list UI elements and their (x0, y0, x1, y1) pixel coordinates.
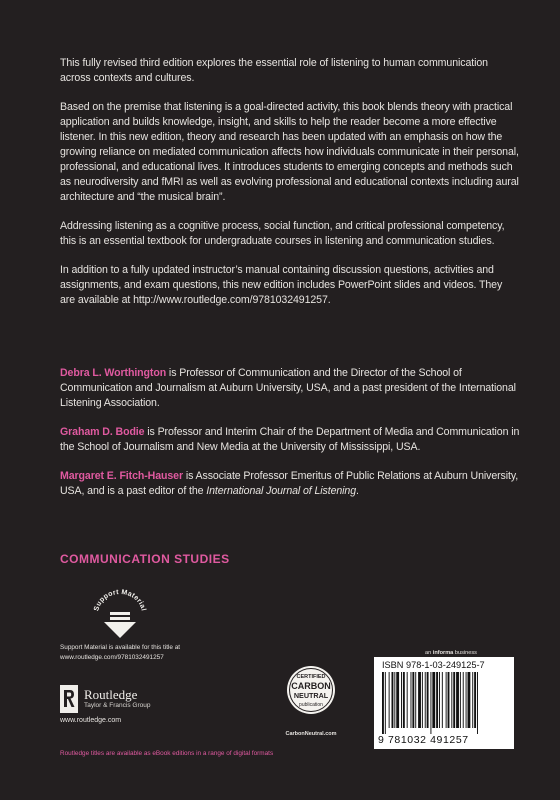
description-paragraph-2: Based on the premise that listening is a goal-directed activity, this book blends theory with practical application and builds knowledge, insight, and skills to help the reader become a more effective listener. In this new edition, theory and research has been updated with an emphasis on how the growing reliance on mediated communication affects how individuals communicate in their personal, professional, and educational lives. It introduces students to emerging concepts and methods such as neurodiversity and fMRI as well as evolving professional and educational contexts including aural architecture and “the musical brain”. (60, 101, 519, 203)
barcode-bar (412, 672, 414, 728)
barcode-bar (432, 672, 435, 728)
author-bio (60, 425, 520, 455)
barcode-bar (394, 672, 395, 728)
author-bio (60, 469, 520, 499)
carbon-top: CERTIFIED (296, 674, 326, 680)
barcode-digits: 9 781032 491257 (378, 734, 469, 746)
description-paragraph-3: Addressing listening as a cognitive process, social function, and critical professional competency, this is an essential textbook for undergraduate courses in listening and communication studies. (60, 220, 505, 247)
routledge-r-icon (60, 685, 78, 713)
barcode-bar (403, 672, 405, 728)
barcode-bar (474, 672, 476, 728)
journal-title: International Journal of Listening (206, 485, 357, 497)
author-name: Margaret E. Fitch-Hauser (60, 470, 183, 482)
barcode-bar (396, 672, 399, 728)
carbon-bottom: publication (299, 702, 323, 708)
barcode-bar (468, 672, 471, 728)
author-bio (60, 366, 520, 411)
barcode-bar (448, 672, 450, 728)
carbon-main-2: NEUTRAL (293, 691, 329, 700)
barcode-bar (389, 672, 390, 728)
description-paragraph-4: In addition to a fully updated instructor’s manual containing discussion questions, activities and assignments, and exam questions, this new edition includes PowerPoint slides and videos. They are available at http://www.routledge.com/9781032491257. (60, 264, 503, 306)
barcode-bar (460, 672, 461, 728)
support-material-note (60, 643, 180, 662)
svg-text:Support Material (93, 589, 147, 612)
carbon-neutral-url: CarbonNeutral.com (285, 731, 337, 737)
barcode-bar (418, 672, 421, 728)
publisher-website: www.routledge.com (60, 717, 122, 724)
barcode-bar (411, 672, 412, 728)
barcode-bar (439, 672, 440, 728)
barcode-bar (401, 672, 402, 728)
author-bio-end: . (356, 485, 359, 497)
author-bio-text: is Associate Professor Emeritus of Public Relations at Auburn University, USA, and is a past editor of the (60, 470, 519, 497)
barcode-bar (456, 672, 459, 728)
carbon-neutral-badge (284, 660, 338, 728)
barcode-bar (436, 672, 438, 728)
support-line-2: www.routledge.com/9781032491257 (60, 653, 164, 661)
barcode-image (378, 672, 510, 734)
barcode-bar (453, 672, 455, 728)
series-name: COMMUNICATION STUDIES (60, 552, 230, 566)
ebook-note: Routledge titles are available as eBook editions in a range of digital formats (60, 750, 274, 757)
barcode-bar (472, 672, 473, 728)
author-name: Graham D. Bodie (60, 426, 145, 438)
author-bio-text: is Professor and Interim Chair of the Department of Media and Communication in the School of Journalism and New Media at the University of Mississippi, USA. (60, 426, 520, 453)
author-bios (60, 366, 520, 513)
barcode-bar (442, 672, 443, 728)
barcode-bar (425, 672, 426, 728)
author-name: Debra L. Worthington (60, 367, 167, 379)
informa-prefix: an (425, 650, 433, 656)
author-bio-text: is Professor of Communication and the Director of the School of Communication and Journalism at Auburn University, USA, and a past president of the International Listening Association. (60, 367, 516, 409)
barcode-bar (451, 672, 452, 728)
barcode-bar (422, 672, 423, 728)
routledge-logo (60, 685, 150, 713)
support-line-1: Support Material is available for this title at (60, 644, 181, 651)
support-material-icon (92, 588, 148, 640)
informa-suffix: business (453, 650, 477, 656)
barcode-bar (477, 672, 478, 734)
publisher-name: Routledge (84, 687, 138, 702)
barcode-bar (385, 672, 386, 734)
description (60, 56, 520, 322)
support-icon-label: Support Material (93, 588, 147, 612)
description-paragraph-1: This fully revised third edition explores the essential role of listening to human communication across contexts and cultures. (60, 57, 488, 84)
barcode-bar (446, 672, 447, 728)
barcode-bar (415, 672, 416, 728)
barcode-bar (392, 672, 394, 728)
carbon-main-1: CARBON (291, 681, 331, 691)
barcode-bar (430, 672, 431, 734)
isbn-text: ISBN 978-1-03-249125-7 (382, 660, 485, 670)
informa-brand: informa (432, 650, 454, 656)
barcode-bar (382, 672, 384, 734)
informa-business (425, 650, 477, 656)
barcode-bar (427, 672, 429, 728)
barcode-bar (407, 672, 408, 728)
barcode-bar (463, 672, 464, 728)
barcode-bar (466, 672, 467, 728)
publisher-group: Taylor & Francis Group (84, 702, 151, 709)
